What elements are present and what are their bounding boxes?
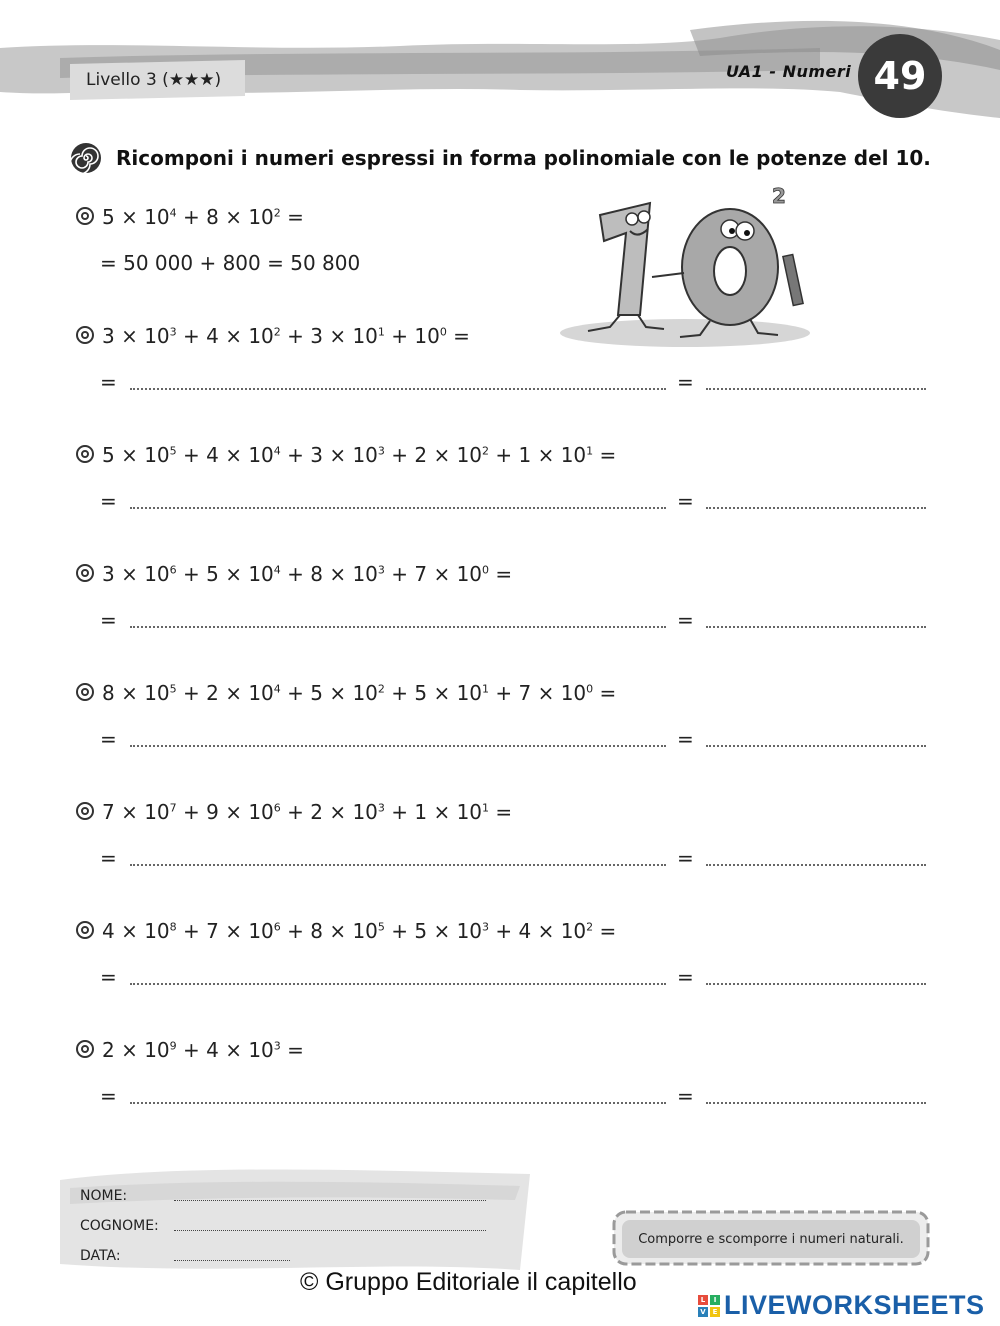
nome-field[interactable] bbox=[174, 1200, 486, 1201]
answer-row-2: = = bbox=[100, 370, 926, 394]
level-label: Livello 3 (★★★) bbox=[86, 70, 222, 90]
bullet-icon bbox=[76, 802, 94, 820]
answer-blank-result[interactable] bbox=[706, 745, 926, 747]
answer-blank-result[interactable] bbox=[706, 507, 926, 509]
topic-label: Comporre e scomporre i numeri naturali. bbox=[622, 1220, 920, 1258]
answer-blank-result[interactable] bbox=[706, 388, 926, 390]
data-field[interactable] bbox=[174, 1260, 290, 1261]
mascot-10-illustration bbox=[560, 185, 820, 355]
answer-row-3: = = bbox=[100, 489, 926, 513]
mascot-exponent: 2 bbox=[772, 185, 786, 208]
answer-row-4: = = bbox=[100, 608, 926, 632]
exercise-3: $5 \times 10^5 + 4 \times 10^4 + 3 \times 10^3 + 2 \times 10^2 + 1 \times 10^1$ = bbox=[76, 443, 616, 467]
instruction bbox=[70, 142, 931, 174]
answer-blank-expanded[interactable] bbox=[130, 745, 666, 747]
exercise-8: $2 \times 10^9 + 4 \times 10^3$ = bbox=[76, 1038, 304, 1062]
answer-blank-result[interactable] bbox=[706, 626, 926, 628]
answer-blank-expanded[interactable] bbox=[130, 983, 666, 985]
liveworksheets-text: LIVEWORKSHEETS bbox=[724, 1290, 985, 1320]
answer-row-7: = = bbox=[100, 965, 926, 989]
copyright: © Gruppo Editoriale il capitello bbox=[300, 1268, 637, 1296]
bullet-icon bbox=[76, 1040, 94, 1058]
bullet-icon bbox=[76, 564, 94, 582]
data-label: DATA: bbox=[80, 1248, 121, 1264]
answer-row-8: = = bbox=[100, 1084, 926, 1108]
answer-blank-expanded[interactable] bbox=[130, 507, 666, 509]
liveworksheets-logo-icon: L I V E bbox=[698, 1295, 720, 1317]
instruction-text: Ricomponi i numeri espressi in forma polinomiale con le potenze del 10. bbox=[116, 146, 931, 170]
answer-blank-result[interactable] bbox=[706, 983, 926, 985]
exercise-2: $3 \times 10^3 + 4 \times 10^2 + 3 \times 10^1 + 10^0$ = bbox=[76, 324, 470, 348]
answer-blank-expanded[interactable] bbox=[130, 864, 666, 866]
answer-blank-result[interactable] bbox=[706, 864, 926, 866]
liveworksheets-watermark bbox=[698, 1290, 985, 1321]
example-answer: = 50 000 + 800 = 50 800 bbox=[100, 251, 361, 275]
answer-blank-expanded[interactable] bbox=[130, 1102, 666, 1104]
nome-label: NOME: bbox=[80, 1188, 128, 1204]
exercise-6: $7 \times 10^7 + 9 \times 10^6 + 2 \times 10^3 + 1 \times 10^1$ = bbox=[76, 800, 512, 824]
cognome-field[interactable] bbox=[174, 1230, 486, 1231]
page-number: 49 bbox=[858, 34, 942, 118]
bullet-icon bbox=[76, 445, 94, 463]
bullet-icon bbox=[76, 207, 94, 225]
answer-row-5: = = bbox=[100, 727, 926, 751]
bullet-icon bbox=[76, 921, 94, 939]
exercise-7: $4 \times 10^8 + 7 \times 10^6 + 8 \times 10^5 + 5 \times 10^3 + 4 \times 10^2$ = bbox=[76, 919, 616, 943]
answer-row-6: = = bbox=[100, 846, 926, 870]
exercise-1: $5 \times 10^4 + 8 \times 10^2$ = bbox=[76, 205, 304, 229]
answer-blank-expanded[interactable] bbox=[130, 388, 666, 390]
exercise-5: $8 \times 10^5 + 2 \times 10^4 + 5 \times 10^2 + 5 \times 10^1 + 7 \times 10^0$ = bbox=[76, 681, 616, 705]
unit-title: UA1 - Numeri bbox=[726, 62, 852, 81]
bullet-icon bbox=[76, 326, 94, 344]
spiral-icon bbox=[70, 142, 102, 174]
exercise-4: $3 \times 10^6 + 5 \times 10^4 + 8 \times 10^3 + 7 \times 10^0$ = bbox=[76, 562, 512, 586]
answer-blank-result[interactable] bbox=[706, 1102, 926, 1104]
cognome-label: COGNOME: bbox=[80, 1218, 159, 1234]
answer-blank-expanded[interactable] bbox=[130, 626, 666, 628]
bullet-icon bbox=[76, 683, 94, 701]
